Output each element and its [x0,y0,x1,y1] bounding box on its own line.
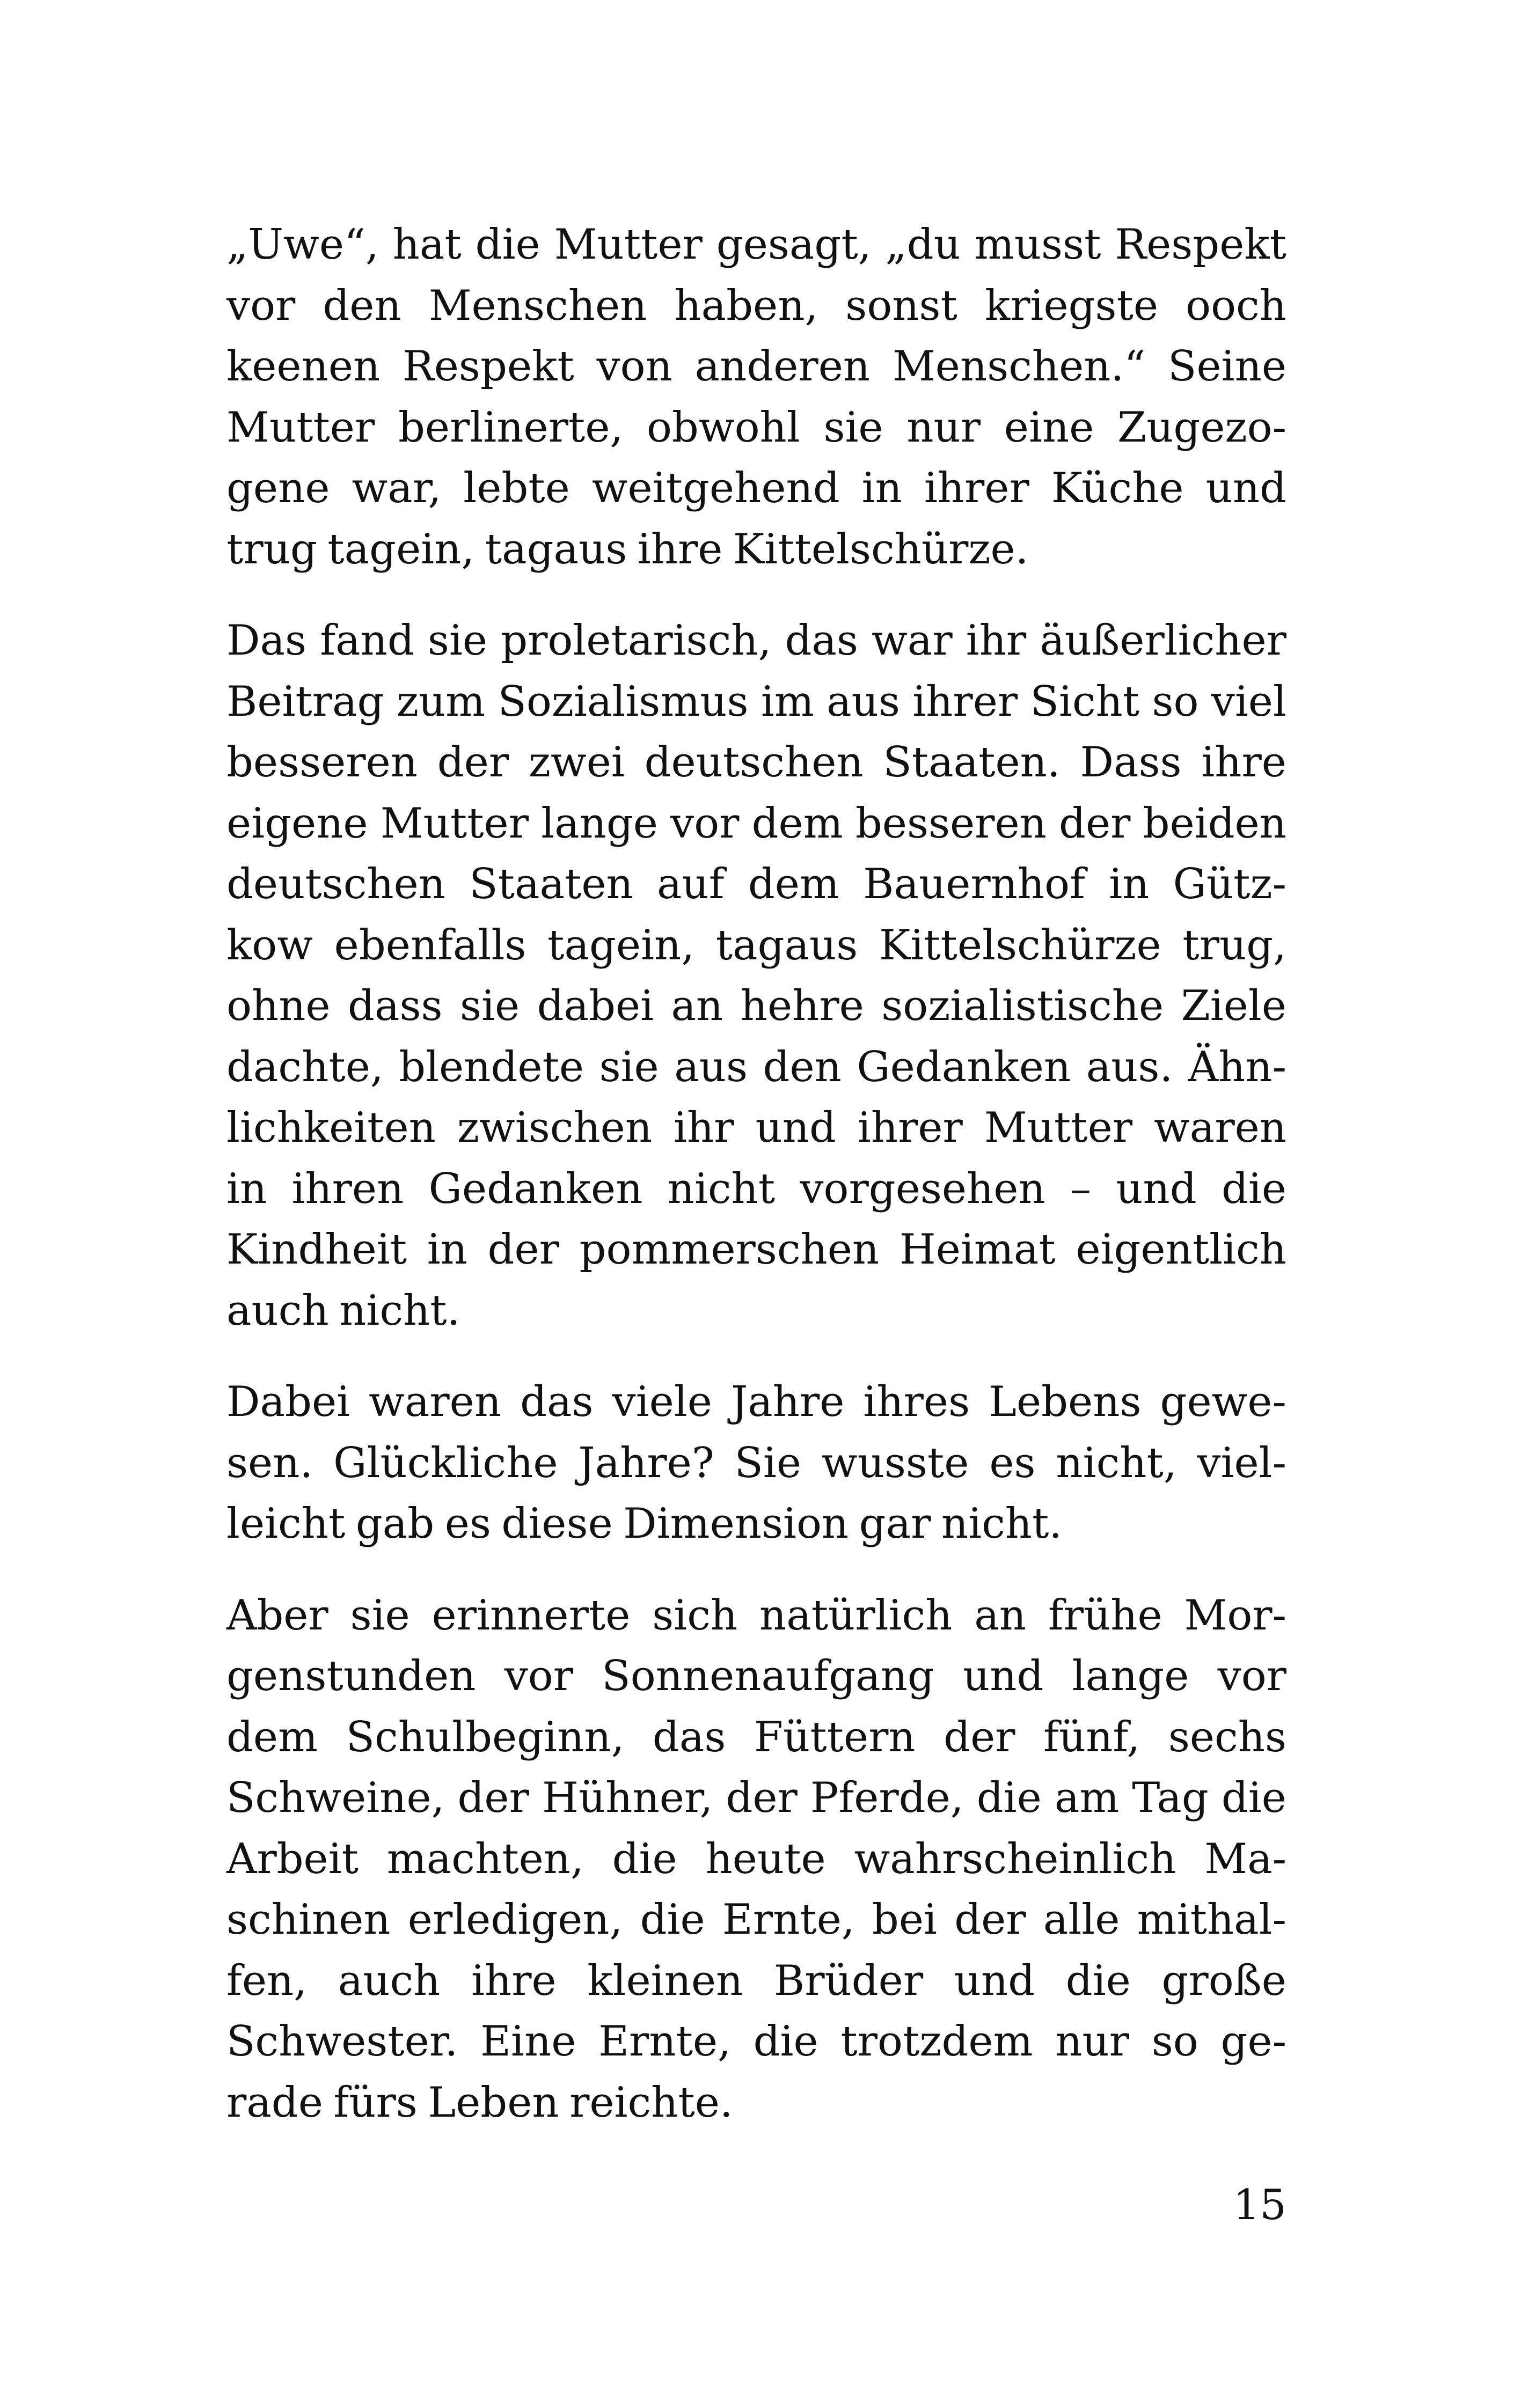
text-line: genstunden vor Sonnenaufgang und lange vor [226,1652,1286,1700]
paragraph [226,1372,1286,1555]
text-line: gene war, lebte weitgehend in ihrer Küche und [226,464,1286,512]
body-text [226,215,1286,2164]
text-line: vor den Menschen haben, sonst kriegste ooch [226,281,1286,330]
paragraph [226,611,1286,1341]
text-line: besseren der zwei deutschen Staaten. Dass ihre [226,738,1286,787]
text-line: sen. Glückliche Jahre? Sie wusste es nicht, viel- [226,1438,1286,1487]
paragraph [226,1585,1286,2134]
text-line: Dabei waren das viele Jahre ihres Lebens gewe- [226,1378,1286,1426]
text-line: Beitrag zum Sozialismus im aus ihrer Sicht so viel [226,677,1286,726]
text-line: ohne dass sie dabei an hehre sozialistische Ziele [226,982,1286,1030]
text-line: schinen erledigen, die Ernte, bei der alle mithal- [226,1896,1286,1944]
text-line: Aber sie erinnerte sich natürlich an frühe Mor- [226,1591,1286,1640]
text-line: trug tagein, tagaus ihre Kittelschürze. [226,525,1029,574]
text-line: rade fürs Leben reichte. [226,2078,733,2127]
text-line: dem Schulbeginn, das Füttern der fünf, sechs [226,1713,1286,1761]
text-line: lichkeiten zwischen ihr und ihrer Mutter waren [226,1104,1286,1152]
text-line: eigene Mutter lange vor dem besseren der beiden [226,799,1286,848]
text-line: kow ebenfalls tagein, tagaus Kittelschürze trug, [226,921,1286,970]
text-line: Schweine, der Hühner, der Pferde, die am Tag die [226,1774,1286,1822]
text-line: Das fand sie proletarisch, das war ihr äußerlicher [226,616,1286,665]
text-line: Kindheit in der pommerschen Heimat eigentlich [226,1225,1286,1274]
text-line: deutschen Staaten auf dem Bauernhof in Gütz- [226,860,1286,908]
text-line: „Uwe“, hat die Mutter gesagt, „du musst Respekt [226,221,1286,269]
page-number: 15 [1233,2181,1286,2229]
text-line: keenen Respekt von anderen Menschen.“ Seine [226,342,1286,391]
text-line: Schwester. Eine Ernte, die trotzdem nur so ge- [226,2017,1286,2066]
paragraph [226,215,1286,580]
text-line: fen, auch ihre kleinen Brüder und die große [226,1956,1286,2005]
text-line: in ihren Gedanken nicht vorgesehen – und die [226,1164,1286,1213]
text-line: auch nicht. [226,1286,460,1335]
text-line: Arbeit machten, die heute wahrscheinlich Ma- [226,1834,1286,1883]
text-line: dachte, blendete sie aus den Gedanken aus. Ähn- [226,1043,1286,1091]
text-line: leicht gab es diese Dimension gar nicht. [226,1500,1063,1548]
text-line: Mutter berlinerte, obwohl sie nur eine Zugezo- [226,403,1286,452]
